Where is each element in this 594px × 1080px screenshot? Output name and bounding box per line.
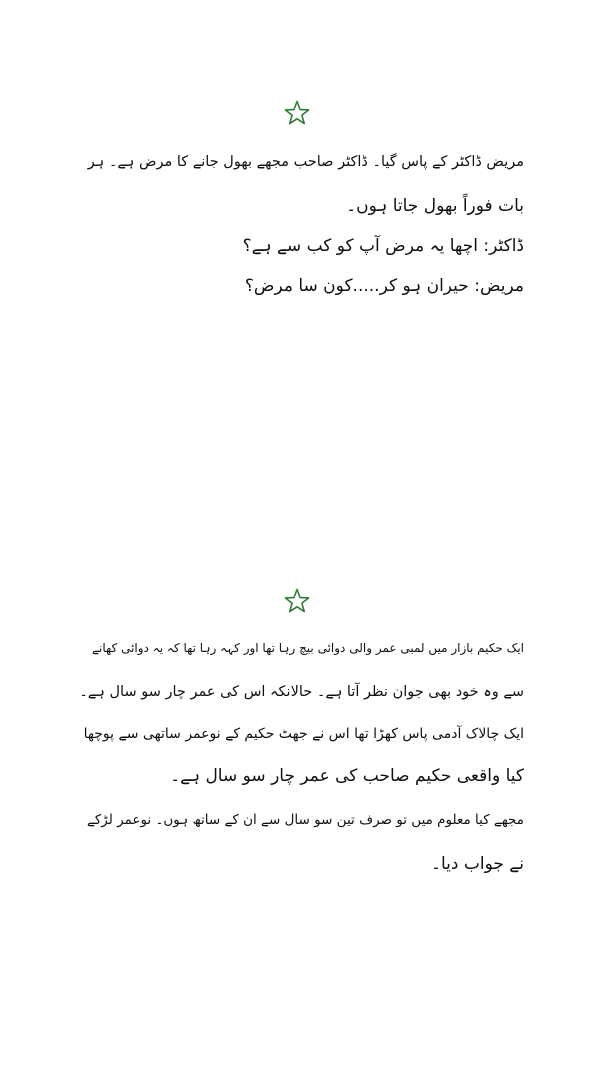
joke-2-line-1: ایک حکیم بازار میں لمبی عمر والی دوائی بیچ رہا تھا اور کہہ رہا تھا کہ یہ دوائی کھانے: [92, 641, 524, 655]
joke-2-text: [78, 636, 524, 896]
joke-1-line-2: بات فوراً بھول جاتا ہوں۔: [346, 196, 524, 216]
joke-1-text: [78, 150, 524, 320]
joke-2-line-3: ایک چالاک آدمی پاس کھڑا تھا اس نے جھٹ حکیم کے نوعمر ساتھی سے پوچھا: [83, 726, 524, 742]
joke-2-line-2: سے وہ خود بھی جوان نظر آتا ہے۔ حالانکہ اس کی عمر چار سو سال ہے۔: [79, 684, 524, 700]
star-icon: [284, 588, 310, 614]
joke-1-line-3: ڈاکٹر: اچھا یہ مرض آپ کو کب سے ہے؟: [242, 236, 524, 256]
joke-2-line-6: نے جواب دیا۔: [431, 854, 524, 874]
joke-2-line-5: مجھے کیا معلوم میں تو صرف تین سو سال سے ان کے ساتھ ہوں۔ نوعمر لڑکے: [86, 812, 524, 828]
joke-2-line-4: کیا واقعی حکیم صاحب کی عمر چار سو سال ہے۔: [170, 766, 524, 786]
joke-1-line-4: مریض: حیران ہو کر.....کون سا مرض؟: [244, 276, 524, 296]
joke-1-line-1: مریض ڈاکٹر کے پاس گیا۔ ڈاکٹر صاحب مجھے بھول جانے کا مرض ہے۔ ہر: [87, 154, 524, 170]
star-icon: [284, 100, 310, 126]
